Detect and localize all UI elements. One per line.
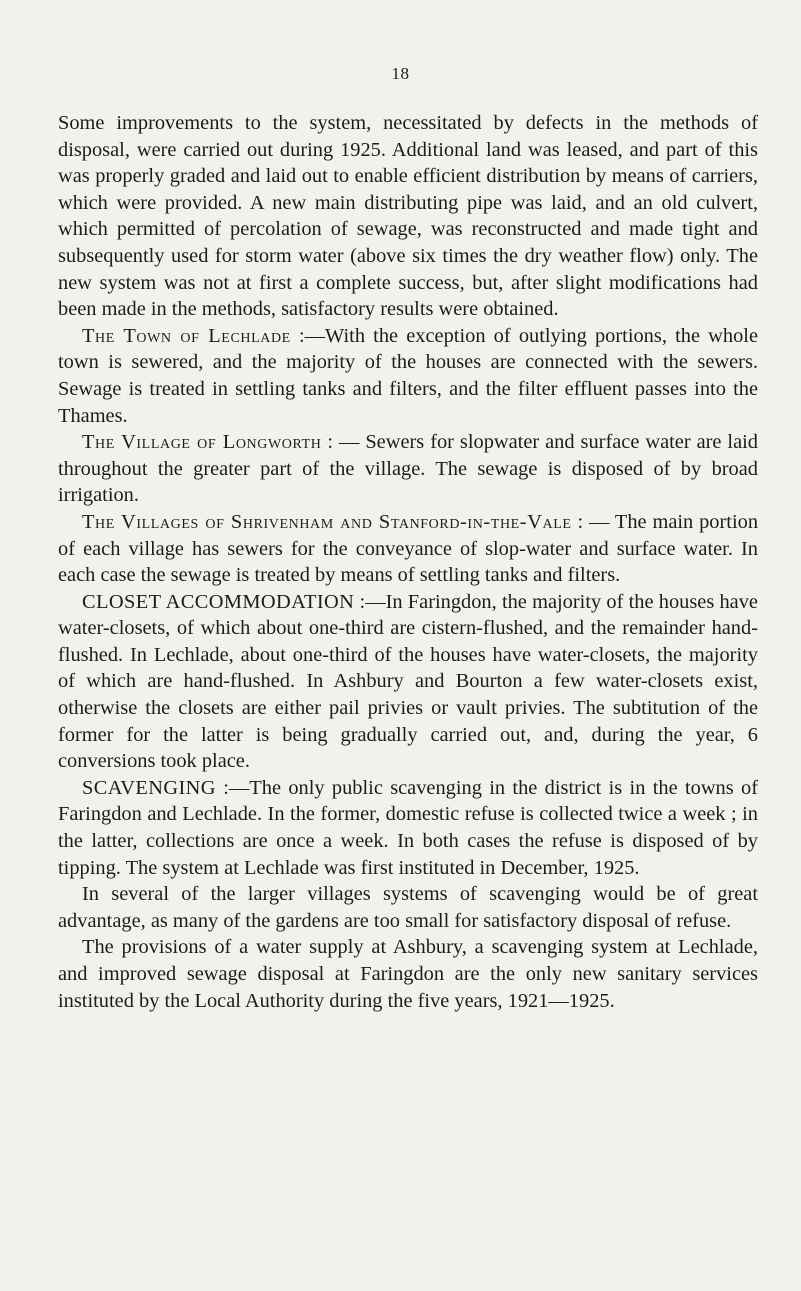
paragraph-text: : — The main portion of each village has sewers for the conveyance of slop-water and surface water. In each case the sewage is treated by means of settling tanks and filters. — [58, 510, 759, 587]
paragraph-shrivenham-stanford — [58, 509, 758, 589]
section-heading-lechlade: The Town of Lechlade — [82, 324, 291, 347]
section-heading-shrivenham-stanford: The Villages of Shrivenham and Stanford-in-the-Vale — [82, 510, 572, 533]
paragraph-sewage-improvements — [58, 110, 758, 323]
section-heading-closet-accommodation: CLOSET ACCOMMODATION — [82, 590, 355, 613]
paragraph-text: :—The only public scavenging in the district is in the towns of Faringdon and Lechlade. In the former, domestic refuse is collected twice a week ; in the latter, collections are once a week. In both cases the refuse is disposed of by tipping. The system at Lechlade was first instituted in December, 1925. — [58, 776, 758, 879]
page-number: 18 — [391, 64, 410, 83]
paragraph-text: :—In Faringdon, the majority of the houses have water-closets, of which about one-third are cistern-flushed, and the remainder hand-flushed. In Lechlade, about one-third of the houses have water-closets, the majority of which are hand-flushed. In Ashbury and Bourton a few water-closets exist, otherwise the closets are either pail privies or vault privies. The subtitution of the former for the latter is being gradually carried out, and, during the year, 6 conversions took place. — [58, 590, 758, 773]
paragraph-text: In several of the larger villages systems of scavenging would be of great advantage, as many of the gardens are too small for satisfactory disposal of refuse. — [58, 883, 758, 932]
paragraph-longworth — [58, 429, 758, 509]
report-body — [58, 110, 758, 1014]
paragraph-text: : — Sewers for slopwater and surface water are laid throughout the greater part of the village. The sewage is disposed of by broad irrigation. — [58, 431, 758, 507]
paragraph-larger-villages — [58, 881, 758, 934]
paragraph-lechlade — [58, 323, 758, 429]
section-heading-scavenging: SCAVENGING — [82, 776, 216, 799]
paragraph-scavenging — [58, 775, 758, 881]
section-heading-longworth: The Village of Longworth — [82, 431, 322, 454]
paragraph-new-sanitary-services — [58, 934, 758, 1014]
paragraph-text: Some improvements to the system, necessitated by defects in the methods of disposal, were carried out during 1925. Additional land was leased, and part of this was properly graded and laid out to enable efficient distribution by means of carriers, which were provided. A new main distributing pipe was laid, and an old culvert, which permitted of percolation of sewage, was reconstructed and made tight and subsequently used for storm water (above six times the dry weather flow) only. The new system was not at first a complete success, but, after slight modifications had been made in the methods, satisfactory results were obtained. — [58, 112, 758, 321]
paragraph-closet-accommodation — [58, 589, 758, 775]
paragraph-text: The provisions of a water supply at Ashbury, a scavenging system at Lechlade, and improved sewage disposal at Faringdon are the only new sanitary services instituted by the Local Authority during the five years, 1921—1925. — [58, 936, 758, 1012]
paragraph-text: :—With the exception of outlying portions, the whole town is sewered, and the majority of the houses are connected with the sewers. Sewage is treated in settling tanks and filters, and the filter effluent passes into the Thames. — [58, 324, 758, 427]
